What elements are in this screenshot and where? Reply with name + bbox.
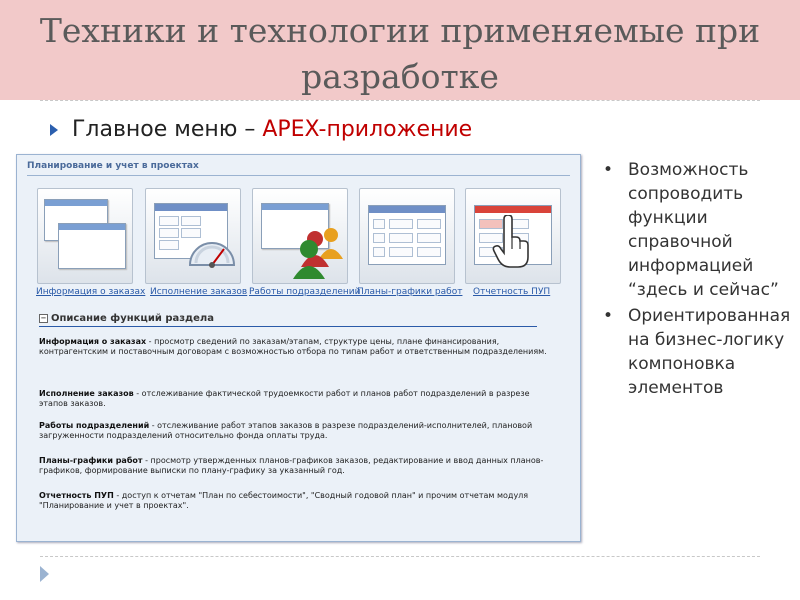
- tile-orders-execution[interactable]: [145, 188, 241, 284]
- desc-title: Работы подразделений: [39, 421, 150, 430]
- side-bullet-text: Возможность сопроводить функции справочной информацией “здесь и сейчас”: [628, 160, 779, 300]
- app-header-divider: [27, 175, 570, 176]
- tile-orders-info[interactable]: [37, 188, 133, 284]
- slide-title: Техники и технологии применяемые при разработке: [39, 11, 761, 96]
- main-bullet: [72, 114, 472, 146]
- desc-orders-info: [39, 337, 549, 357]
- bullet-arrow-icon: [50, 124, 58, 136]
- desc-work-schedules: [39, 456, 549, 476]
- link-orders-execution[interactable]: Исполнение заказов: [150, 287, 248, 297]
- bullet-dot-icon: •: [603, 306, 614, 326]
- collapse-icon[interactable]: −: [40, 313, 47, 322]
- desc-text: - просмотр утвержденных планов-графиков заказов, редактирование и ввод данных планов-графиков, формирование выписки по плану-графику за указанный год.: [39, 456, 544, 475]
- desc-department-works: [39, 421, 549, 441]
- main-bullet-prefix: Главное меню –: [72, 117, 263, 142]
- desc-title: Исполнение заказов: [39, 389, 134, 398]
- link-pup-reports[interactable]: Отчетность ПУП: [473, 287, 551, 297]
- tile-work-schedules[interactable]: [359, 188, 455, 284]
- apex-app-screenshot: [16, 154, 581, 542]
- desc-text: - отслеживание работ этапов заказов в разрезе подразделений-исполнителей, плановой загруженности подразделений относительно фонда оплаты труда.: [39, 421, 533, 440]
- desc-orders-execution: [39, 389, 549, 409]
- tile-pup-reports[interactable]: [465, 188, 561, 284]
- bullet-dot-icon: •: [603, 160, 614, 180]
- desc-title: Отчетность ПУП: [39, 491, 114, 500]
- desc-pup-reports: [39, 491, 549, 511]
- side-bullet-text: Ориентированная на бизнес-логику компоновка элементов: [628, 306, 791, 398]
- side-bullet: [600, 304, 800, 400]
- app-header: Планирование и учет в проектах: [27, 161, 199, 171]
- main-bullet-accent: APEX-приложение: [262, 117, 473, 142]
- link-department-works[interactable]: Работы подразделений: [249, 287, 361, 297]
- title-divider: [40, 100, 760, 101]
- desc-title: Планы-графики работ: [39, 456, 143, 465]
- side-bullets: [600, 158, 800, 402]
- desc-title: Информация о заказах: [39, 337, 147, 346]
- section-title-text: Описание функций раздела: [51, 313, 214, 324]
- next-slide-arrow-icon[interactable]: [40, 566, 49, 582]
- section-divider: [39, 326, 537, 327]
- desc-text: - отслеживание фактической трудоемкости работ и планов работ подразделений в разрезе этапов заказов.: [39, 389, 530, 408]
- desc-text: - просмотр сведений по заказам/этапам, структуре цены, плане финансирования, контрагентским и поставочным договорам с возможностью отбора по типам работ и ответственным подразделениям.: [39, 337, 547, 356]
- link-work-schedules[interactable]: Планы-графики работ: [357, 287, 463, 297]
- side-bullet: [600, 158, 800, 302]
- tile-department-works[interactable]: [252, 188, 348, 284]
- link-orders-info[interactable]: Информация о заказах: [36, 287, 146, 297]
- desc-text: - доступ к отчетам "План по себестоимости", "Сводный годовой план" и прочим отчетам модуля "Планирование и учет в проектах".: [39, 491, 529, 510]
- section-title: [39, 313, 537, 324]
- footer-divider: [40, 556, 760, 557]
